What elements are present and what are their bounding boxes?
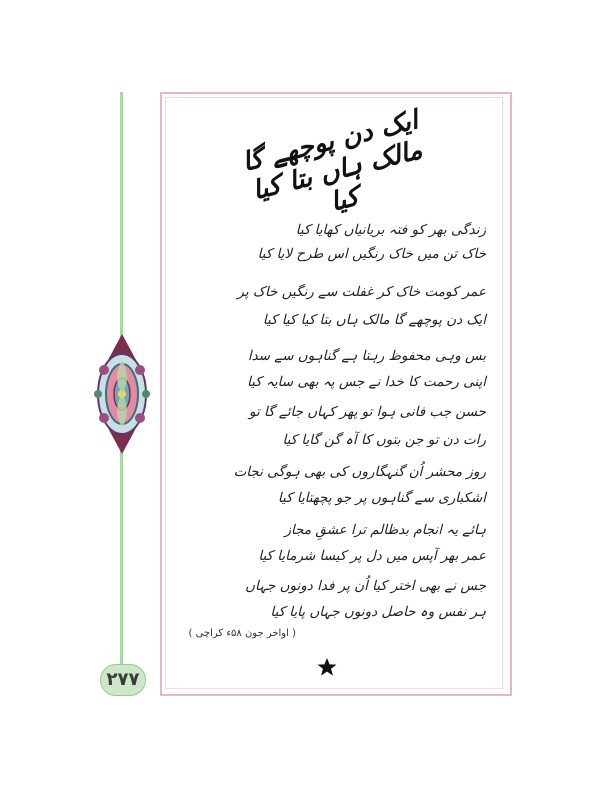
- poem-line: عمر بھر آپس میں دل پر کیسا شرمایا کیا: [258, 548, 486, 564]
- poem-title: ایک دن پوچھے گا مالک ہاں بتا کیا کیا: [239, 105, 426, 218]
- poem-line: خاک تن میں خاک رنگیں اس طرح لایا کیا: [257, 246, 486, 262]
- poem-line: رات دن تو جن بتوں کا آہ گن گایا کیا: [282, 432, 486, 448]
- page-number-badge: [100, 664, 146, 696]
- footnote-date-place: ( اواخر جون ۵۸ء کراچی ): [188, 628, 296, 639]
- poem-line: ہائے یہ انجام بدظالم ترا عشقِ مجاز: [284, 522, 486, 538]
- poem-line: ہر نفس وہ حاصل دونوں جہاں پایا کیا: [270, 604, 486, 620]
- poem-line: حسن جب فانی ہوا تو پھر کہاں جائے گا تو: [248, 404, 486, 420]
- poem-line: زندگی بھر کو فتہ بریانیاں کھایا کیا: [295, 222, 486, 238]
- poem-line: ایک دن پوچھے گا مالک ہاں بتا کیا کیا کیا: [262, 312, 486, 328]
- poem-line: اشکباری سے گناہوں پر جو پچھتایا کیا: [277, 490, 486, 506]
- ornament-medallion-icon: [92, 330, 152, 458]
- star-icon: [317, 657, 337, 677]
- poem-line: عمر کومت خاک کر غفلت سے رنگیں خاک پر: [237, 284, 486, 300]
- page-number: ۲۷۷: [106, 669, 140, 690]
- poem-line: اپنی رحمت کا خدا نے جس پہ بھی سایہ کیا: [247, 374, 486, 390]
- poem-line: جس نے بھی اختر کیا اُن پر فدا دونوں جہاں: [245, 578, 486, 594]
- poem-line: بس وہی محفوظ رہتا ہے گناہوں سے سدا: [247, 348, 486, 364]
- poem-line: روز محشر اُن گنہگاروں کی بھی ہوگی نجات: [233, 464, 486, 480]
